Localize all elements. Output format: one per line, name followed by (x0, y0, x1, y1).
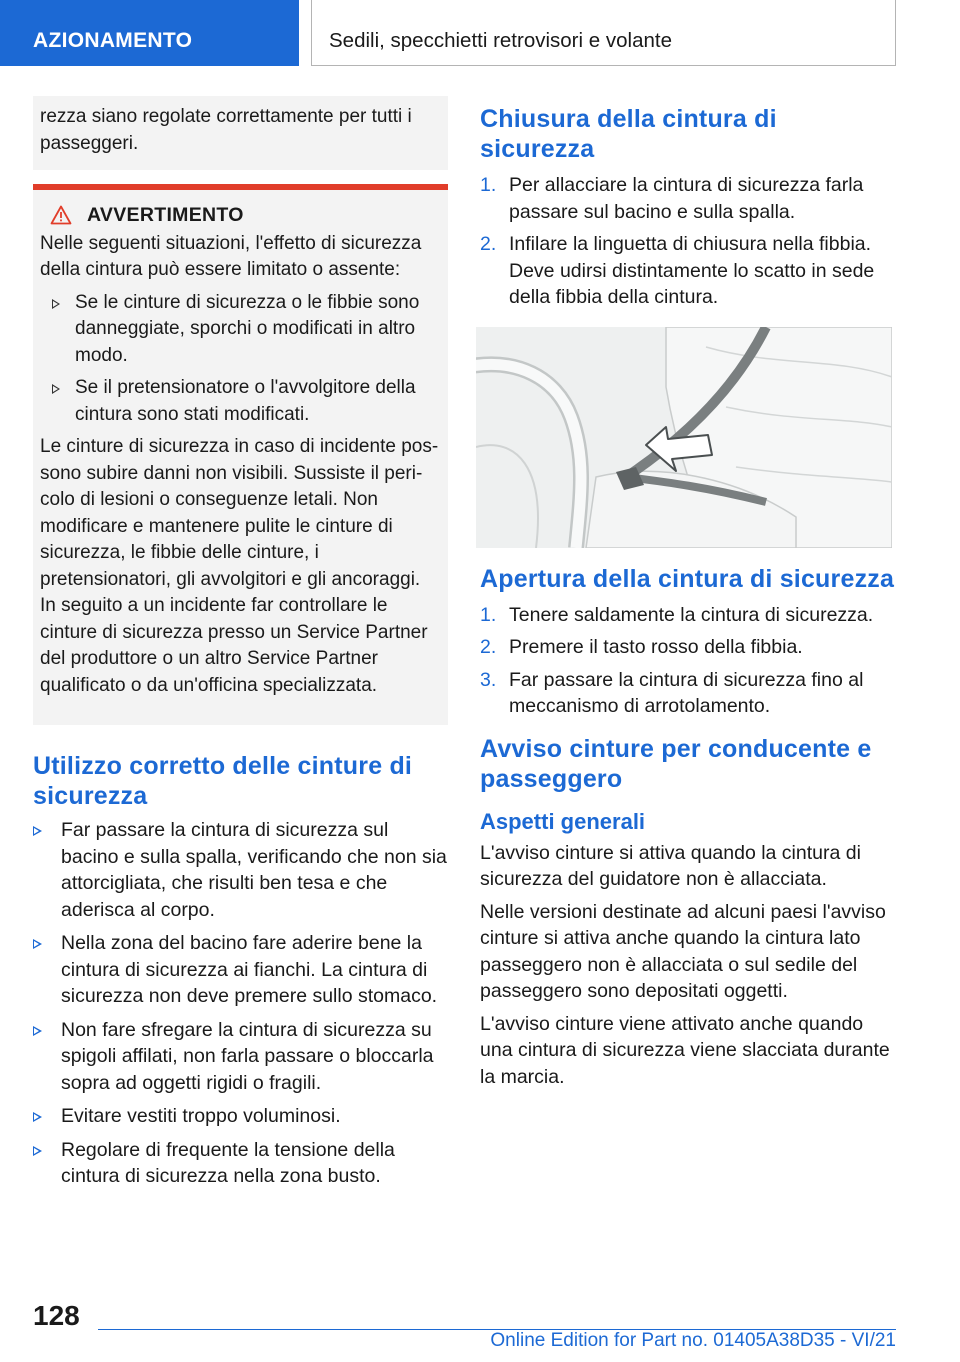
bullet-list (33, 817, 448, 1190)
right-column (480, 96, 896, 1096)
step-text: Premere il tasto rosso della fibbia. (509, 636, 803, 658)
left-column (33, 96, 448, 1197)
bullet-triangle-icon (33, 1026, 42, 1036)
subsection-heading: Aspetti generali (480, 808, 646, 834)
list-item (40, 375, 440, 428)
step-item (480, 602, 896, 629)
continued-text: rezza siano regolate correttamente per tutti i passeggeri. (40, 106, 412, 154)
list-item (33, 1137, 448, 1190)
list-item (33, 930, 448, 1010)
closing-steps (480, 172, 896, 311)
section-heading: Apertura della cintura di sicurezza (480, 564, 895, 593)
list-item-text: Far passare la cintura di sicurezza sul bacino e sulla spalla, verificando che non sia attorcigliata, che risulti ben tesa e che aderisca al corpo. (61, 819, 447, 921)
chapter-title: Sedili, specchietti retrovisori e volante (329, 29, 672, 52)
step-text: Far passare la cintura di sicurezza fino al meccanismo di arrotolamento. (509, 668, 864, 717)
list-item (33, 817, 448, 923)
bullet-triangle-icon (33, 826, 42, 836)
chapter-tab (311, 0, 896, 66)
list-item-text: Evitare vestiti troppo voluminosi. (61, 1105, 341, 1127)
section-heading: Chiusura della cintura di sicurezza (480, 105, 777, 163)
step-number: 2. (480, 233, 497, 255)
step-item (480, 667, 896, 720)
warning-title: AVVERTIMENTO (87, 204, 244, 226)
list-item-text: Regolare di frequente la tensione della cintura di sicurezza nella zona busto. (61, 1138, 395, 1187)
list-item (33, 1017, 448, 1097)
seatbelt-buckle-image (476, 327, 892, 548)
page-number: 128 (33, 1300, 80, 1331)
bullet-triangle-icon (33, 939, 42, 949)
section-title: AZIONAMENTO (33, 29, 193, 52)
list-item-text: Nella zona del bacino fare aderire bene la cintura di sicurezza ai fianchi. La cintura di sicurezza non deve premere sullo stomaco. (61, 932, 438, 1007)
step-item (480, 172, 896, 225)
list-item (33, 1103, 448, 1130)
continued-note-box (33, 96, 448, 170)
step-number: 2. (480, 636, 497, 658)
list-item-text: Se il pretensionatore o l'avvolgitore della cintura sono stati modificati. (75, 377, 416, 425)
bullet-triangle-icon (33, 1146, 42, 1156)
edition-text: Online Edition for Part no. 01405A38D35 - VI/21 (490, 1330, 896, 1351)
bullet-triangle-icon (33, 1112, 42, 1122)
step-item (480, 634, 896, 661)
warning-triangle-icon (50, 205, 72, 225)
list-item (40, 290, 440, 370)
warning-header (40, 202, 440, 229)
warning-intro: Nelle seguenti situazioni, l'effetto di sicurezza della cintura può essere limitato o assente: (40, 232, 422, 280)
seatbelt-illustration (476, 327, 892, 548)
step-text: Per allacciare la cintura di sicurezza farla passare sul bacino e sulla spalla. (509, 174, 864, 223)
bullet-triangle-icon (52, 384, 60, 394)
warning-body: Le cinture di sicurezza in caso di incidente possono subire danni non visibili. Sussiste il pericolo di lesioni o conseguenze letali. Non modificare e mantenere pulite le cinture di sicurezza, le fibbie delle cinture, i pretensionatori, gli avvolgitori e gli ancoraggi. In seguito a un incidente far controllare le cinture di sicurezza presso un Service Partner del produttore o un altro Service Partner qualificato o da un'officina specializzata. (40, 436, 439, 696)
section-tab (0, 0, 299, 66)
opening-steps (480, 602, 896, 720)
step-number: 1. (480, 603, 497, 626)
step-number: 1. (480, 174, 497, 196)
section-heading: Avviso cinture per conducente e passeggero (480, 734, 872, 793)
section-heading: Utilizzo corretto delle cinture di sicurezza (33, 752, 413, 810)
warning-list (40, 290, 440, 429)
bullet-triangle-icon (52, 299, 60, 309)
list-item-text: Non fare sfregare la cintura di sicurezza su spigoli affilati, non farla passare o bloccarla sopra ad oggetti rigidi o fragili. (61, 1018, 434, 1094)
paragraph: Nelle versioni destinate ad alcuni paesi l'avviso cinture si attiva anche quando la cintura lato passeggero non è allacciata o sul sedile del passeggero sono depositati oggetti. (480, 900, 886, 1002)
step-item (480, 231, 896, 311)
step-text: Infilare la linguetta di chiusura nella fibbia. Deve udirsi distintamente lo scatto in sede della fibbia della cintura. (509, 233, 875, 308)
warning-box (33, 190, 448, 725)
list-item-text: Se le cinture di sicurezza o le fibbie sono danneggiate, sporchi o modificati in altro modo. (75, 291, 420, 366)
step-text: Tenere saldamente la cintura di sicurezza. (509, 603, 874, 626)
paragraph: L'avviso cinture viene attivato anche quando una cintura di sicurezza viene slacciata durante la marcia. (480, 1012, 890, 1088)
paragraph: L'avviso cinture si attiva quando la cintura di sicurezza del guidatore non è allacciata. (480, 841, 861, 890)
step-number: 3. (480, 668, 497, 691)
